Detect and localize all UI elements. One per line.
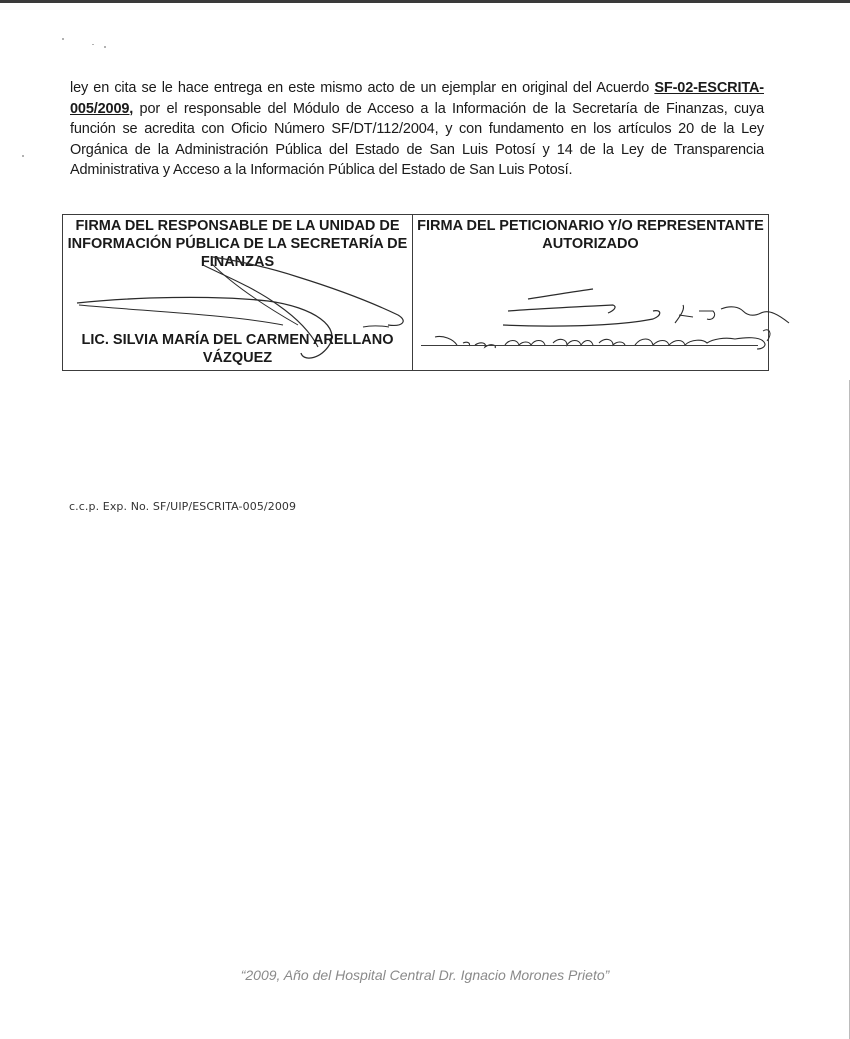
responsible-title-line: FINANZAS <box>200 254 275 270</box>
body-paragraph <box>70 78 764 181</box>
signature-cell-petitioner <box>413 215 768 370</box>
scan-speck <box>22 155 24 157</box>
petitioner-title-line: AUTORIZADO <box>542 236 639 252</box>
petitioner-signature-title <box>413 217 768 253</box>
signature-cell-responsible <box>63 215 413 370</box>
responsible-title-line: FIRMA DEL RESPONSABLE DE LA UNIDAD DE <box>75 218 400 234</box>
agreement-reference: SF-02-ESCRITA-005/2009, <box>70 80 764 117</box>
petitioner-title-line: FIRMA DEL PETICIONARIO Y/O REPRESENTANTE <box>417 218 764 234</box>
signer-name-line: LIC. SILVIA MARÍA DEL CARMEN ARELLANO <box>81 332 394 348</box>
paragraph-body: por el responsable del Módulo de Acceso a la Información de la Secretaría de Finanzas, cuya función se acredita con Oficio Número SF/DT/112/2004, y con fundamento en los artículos 20 de la Ley Orgánica de la Administración Pública del Estado de San Luis Potosí y 14 de la Ley de Transparencia Administrativa y Acceso a la Información Pública del Estado de San Luis Potosí. <box>70 100 764 178</box>
responsible-signature-title <box>63 217 412 271</box>
carbon-copy-note: c.c.p. Exp. No. SF/UIP/ESCRITA-005/2009 <box>69 500 297 513</box>
scan-speck <box>104 46 106 48</box>
petitioner-signature-line <box>421 345 758 346</box>
paragraph-intro: ley en cita se le hace entrega en este mismo acto de un ejemplar en original del Acuerdo <box>70 80 655 96</box>
scan-speck <box>62 38 64 40</box>
responsible-title-line: INFORMACIÓN PÚBLICA DE LA SECRETARÍA DE <box>67 236 408 252</box>
footer-motto: “2009, Año del Hospital Central Dr. Ignacio Morones Prieto” <box>240 967 610 983</box>
signer-name-line: VÁZQUEZ <box>202 350 273 366</box>
responsible-signer-name <box>63 331 412 367</box>
scan-speck <box>92 44 94 45</box>
scan-top-edge <box>0 0 850 3</box>
signature-table <box>62 214 769 371</box>
